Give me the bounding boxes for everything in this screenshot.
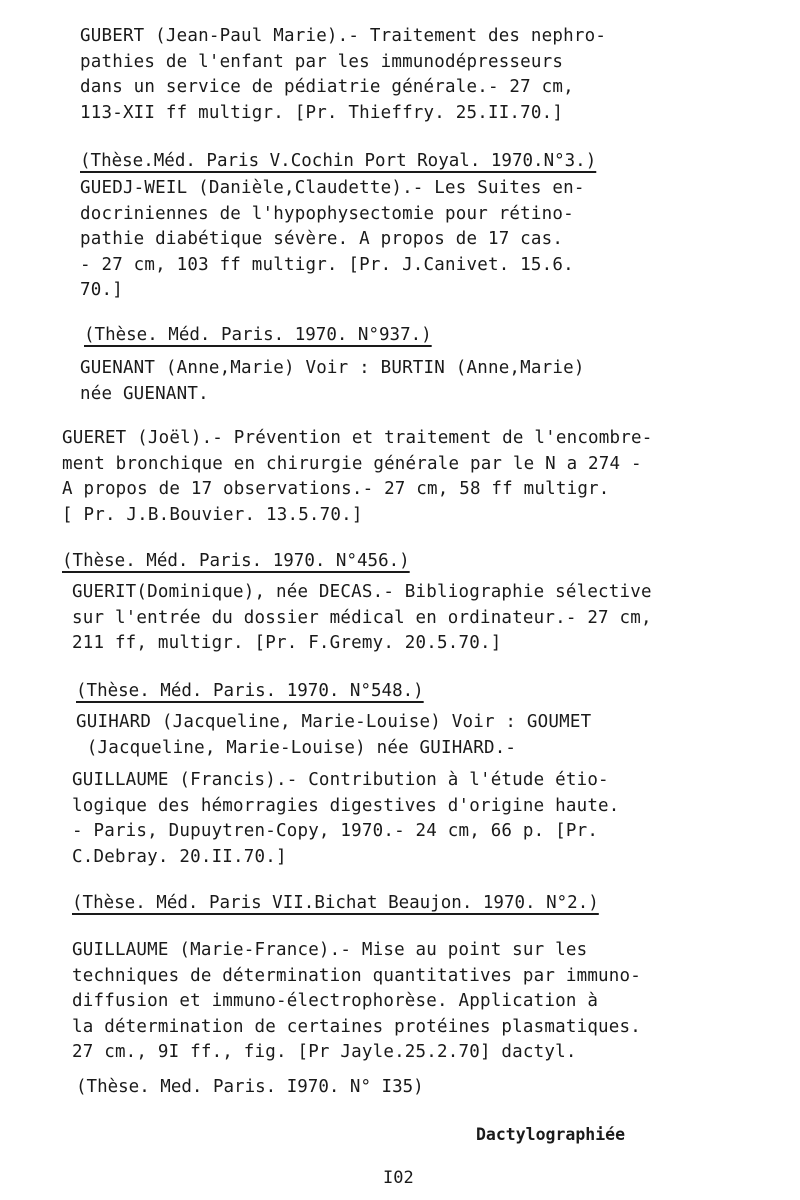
typed-note: Dactylographiée [476, 1125, 626, 1144]
entry-line: 27 cm., 9I ff., fig. [Pr Jayle.25.2.70] dactyl. [72, 1042, 577, 1062]
entry-line: - 27 cm, 103 ff multigr. [Pr. J.Canivet. 15.6. [80, 254, 574, 275]
thesis-note: (Thèse. Méd. Paris. 1970. N°937.) [84, 325, 432, 345]
thesis-note: (Thèse. Méd. Paris VII.Bichat Beaujon. 1970. N°2.) [72, 893, 599, 913]
entry-line: 70.] [80, 280, 123, 300]
entry-line: [ Pr. J.B.Bouvier. 13.5.70.] [62, 504, 363, 525]
entry-line: ment bronchique en chirurgie générale par le N a 274 - [62, 453, 642, 474]
entry-line: C.Debray. 20.II.70.] [72, 846, 287, 867]
entry-line: dans un service de pédiatrie générale.- 27 cm, [80, 77, 574, 97]
entry-line: 211 ff, multigr. [Pr. F.Gremy. 20.5.70.] [72, 633, 502, 653]
entry-line: sur l'entrée du dossier médical en ordinateur.- 27 cm, [72, 607, 652, 628]
entry-line: GUERET (Joël).- Prévention et traitement de l'encombre- [62, 428, 653, 448]
entry-line: - Paris, Dupuytren-Copy, 1970.- 24 cm, 66 p. [Pr. [72, 821, 599, 841]
entry-line: (Jacqueline, Marie-Louise) née GUIHARD.- [76, 737, 517, 758]
catalog-entry-gubert [80, 24, 606, 126]
entry-line: diffusion et immuno-électrophorèse. Application à [72, 991, 599, 1011]
entry-line: docriniennes de l'hypophysectomie pour rétino- [80, 203, 574, 224]
entry-line: GUEDJ-WEIL (Danièle,Claudette).- Les Suites en- [80, 178, 585, 198]
catalog-entry-guillaume-marie-france [72, 938, 641, 1066]
entry-line: pathies de l'enfant par les immunodépresseurs [80, 51, 564, 72]
entry-line: GUBERT (Jean-Paul Marie).- Traitement des nephro- [80, 26, 607, 46]
thesis-note: (Thèse. Méd. Paris. 1970. N°456.) [62, 551, 410, 571]
entry-line: GUIHARD (Jacqueline, Marie-Louise) Voir : GOUMET [76, 712, 592, 732]
catalog-entry-guillaume-francis [72, 768, 620, 870]
catalog-entry-guedj-weil [80, 176, 585, 304]
catalog-entry-guenant [80, 356, 585, 407]
catalog-entry-gueret [62, 426, 652, 528]
entry-line: née GUENANT. [80, 383, 209, 404]
page-number: I02 [383, 1168, 414, 1188]
entry-line: pathie diabétique sévère. A propos de 17 cas. [80, 229, 564, 249]
thesis-note: (Thèse. Méd. Paris. 1970. N°548.) [76, 681, 424, 701]
entry-line: logique des hémorragies digestives d'origine haute. [72, 795, 620, 816]
entry-line: la détermination de certaines protéines plasmatiques. [72, 1016, 642, 1037]
entry-line: A propos de 17 observations.- 27 cm, 58 ff multigr. [62, 479, 610, 499]
thesis-note: (Thèse. Med. Paris. I970. N° I35) [76, 1077, 424, 1097]
entry-line: techniques de détermination quantitatives par immuno- [72, 965, 642, 986]
catalog-entry-guerit [72, 580, 652, 657]
entry-line: GUILLAUME (Marie-France).- Mise au point sur les [72, 940, 588, 960]
catalog-entry-guihard [76, 710, 591, 761]
entry-line: GUENANT (Anne,Marie) Voir : BURTIN (Anne,Marie) [80, 358, 585, 378]
entry-line: 113-XII ff multigr. [Pr. Thieffry. 25.II.70.] [80, 102, 564, 123]
entry-line: GUILLAUME (Francis).- Contribution à l'étude étio- [72, 770, 609, 790]
entry-line: GUERIT(Dominique), née DECAS.- Bibliographie sélective [72, 582, 652, 602]
thesis-note: (Thèse.Méd. Paris V.Cochin Port Royal. 1970.N°3.) [80, 151, 597, 171]
